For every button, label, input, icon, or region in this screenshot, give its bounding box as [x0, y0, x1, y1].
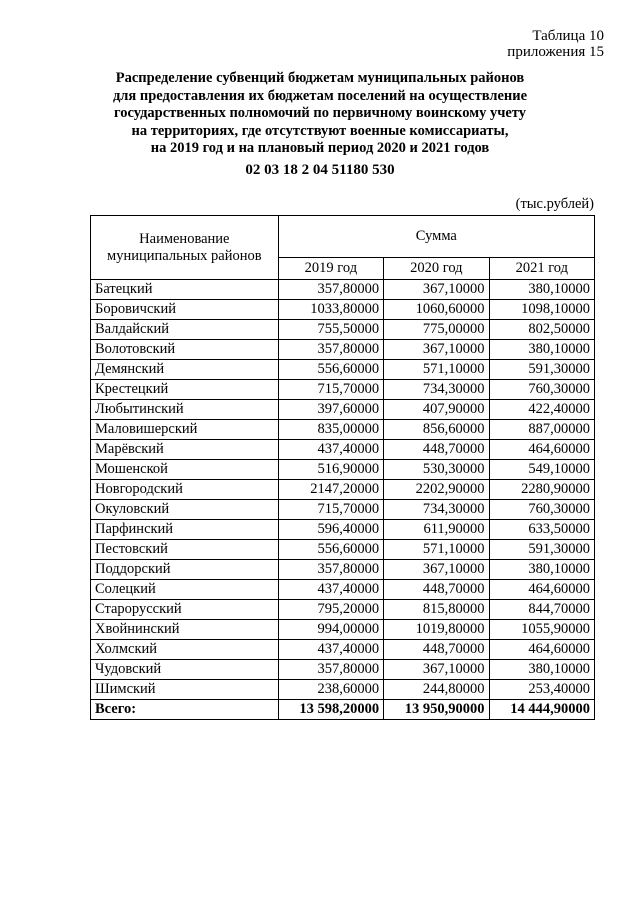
district-name-cell: Пестовский	[91, 540, 279, 560]
district-name-cell: Маловишерский	[91, 420, 279, 440]
district-name-cell: Батецкий	[91, 280, 279, 300]
table-row	[91, 300, 595, 320]
amount-cell: 357,80000	[278, 340, 383, 360]
district-name-cell: Солецкий	[91, 580, 279, 600]
amount-cell: 795,20000	[278, 600, 383, 620]
amount-cell: 448,70000	[384, 640, 489, 660]
table-body	[91, 280, 595, 720]
amount-cell: 994,00000	[278, 620, 383, 640]
amount-cell: 633,50000	[489, 520, 594, 540]
amount-cell: 571,10000	[384, 540, 489, 560]
amount-cell: 13 598,20000	[278, 700, 383, 720]
title-line: для предоставления их бюджетам поселений на осуществление	[112, 87, 528, 104]
document-title	[60, 70, 580, 158]
table-row	[91, 480, 595, 500]
amount-cell: 611,90000	[384, 520, 489, 540]
amount-cell: 571,10000	[384, 360, 489, 380]
table-row	[91, 420, 595, 440]
district-name-cell: Всего:	[91, 700, 279, 720]
amount-cell: 380,10000	[489, 660, 594, 680]
district-name-cell: Чудовский	[91, 660, 279, 680]
table-row	[91, 660, 595, 680]
title-line: Распределение субвенций бюджетам муниципальных районов	[115, 70, 525, 86]
table-row	[91, 380, 595, 400]
title-line: на территориях, где отсутствуют военные комиссариаты,	[131, 122, 509, 139]
district-name-cell: Старорусский	[91, 600, 279, 620]
column-header-year: 2019 год	[278, 258, 383, 280]
amount-cell: 591,30000	[489, 540, 594, 560]
column-header-year: 2021 год	[489, 258, 594, 280]
district-name-cell: Парфинский	[91, 520, 279, 540]
total-row	[91, 700, 595, 720]
district-name-cell: Демянский	[91, 360, 279, 380]
district-name-cell: Холмский	[91, 640, 279, 660]
column-header-sum: Сумма	[278, 216, 594, 258]
amount-cell: 437,40000	[278, 440, 383, 460]
amount-cell: 464,60000	[489, 580, 594, 600]
table-row	[91, 320, 595, 340]
amount-cell: 14 444,90000	[489, 700, 594, 720]
amount-cell: 530,30000	[384, 460, 489, 480]
table-row	[91, 340, 595, 360]
amount-cell: 367,10000	[384, 340, 489, 360]
table-row	[91, 620, 595, 640]
district-name-cell: Новгородский	[91, 480, 279, 500]
units-label: (тыс.рублей)	[515, 196, 594, 212]
table-row	[91, 680, 595, 700]
amount-cell: 367,10000	[384, 280, 489, 300]
amount-cell: 1019,80000	[384, 620, 489, 640]
amount-cell: 2202,90000	[384, 480, 489, 500]
amount-cell: 856,60000	[384, 420, 489, 440]
district-name-cell: Шимский	[91, 680, 279, 700]
amount-cell: 549,10000	[489, 460, 594, 480]
amount-cell: 591,30000	[489, 360, 594, 380]
table-row	[91, 600, 595, 620]
amount-cell: 367,10000	[384, 560, 489, 580]
amount-cell: 1033,80000	[278, 300, 383, 320]
amount-cell: 815,80000	[384, 600, 489, 620]
amount-cell: 357,80000	[278, 280, 383, 300]
title-line: государственных полномочий по первичному воинскому учету	[114, 105, 526, 121]
budget-code: 02 03 18 2 04 51180 530	[245, 162, 395, 178]
district-name-cell: Окуловский	[91, 500, 279, 520]
table-row	[91, 520, 595, 540]
district-name-cell: Боровичский	[91, 300, 279, 320]
district-name-cell: Крестецкий	[91, 380, 279, 400]
table-row	[91, 560, 595, 580]
amount-cell: 380,10000	[489, 280, 594, 300]
table-row	[91, 360, 595, 380]
amount-cell: 13 950,90000	[384, 700, 489, 720]
amount-cell: 253,40000	[489, 680, 594, 700]
amount-cell: 556,60000	[278, 360, 383, 380]
amount-cell: 734,30000	[384, 380, 489, 400]
amount-cell: 422,40000	[489, 400, 594, 420]
amount-cell: 2147,20000	[278, 480, 383, 500]
district-name-cell: Любытинский	[91, 400, 279, 420]
amount-cell: 556,60000	[278, 540, 383, 560]
table-row	[91, 500, 595, 520]
table-row	[91, 440, 595, 460]
subvention-table	[90, 215, 595, 720]
table-number: Таблица 10	[532, 28, 604, 44]
table-row	[91, 460, 595, 480]
amount-cell: 238,60000	[278, 680, 383, 700]
amount-cell: 844,70000	[489, 600, 594, 620]
amount-cell: 357,80000	[278, 660, 383, 680]
amount-cell: 448,70000	[384, 440, 489, 460]
amount-cell: 1098,10000	[489, 300, 594, 320]
amount-cell: 2280,90000	[489, 480, 594, 500]
amount-cell: 760,30000	[489, 500, 594, 520]
district-name-cell: Волотовский	[91, 340, 279, 360]
amount-cell: 437,40000	[278, 580, 383, 600]
amount-cell: 407,90000	[384, 400, 489, 420]
amount-cell: 380,10000	[489, 340, 594, 360]
amount-cell: 1055,90000	[489, 620, 594, 640]
column-header-name: Наименование муниципальных районов	[91, 216, 279, 280]
appendix-number: приложения 15	[507, 44, 604, 60]
amount-cell: 380,10000	[489, 560, 594, 580]
amount-cell: 775,00000	[384, 320, 489, 340]
table-row	[91, 580, 595, 600]
table-row	[91, 400, 595, 420]
amount-cell: 802,50000	[489, 320, 594, 340]
district-name-cell: Поддорский	[91, 560, 279, 580]
amount-cell: 357,80000	[278, 560, 383, 580]
column-header-year: 2020 год	[384, 258, 489, 280]
table-row	[91, 540, 595, 560]
amount-cell: 715,70000	[278, 380, 383, 400]
appendix-reference	[507, 28, 604, 60]
table-row	[91, 280, 595, 300]
amount-cell: 397,60000	[278, 400, 383, 420]
amount-cell: 244,80000	[384, 680, 489, 700]
amount-cell: 1060,60000	[384, 300, 489, 320]
amount-cell: 760,30000	[489, 380, 594, 400]
district-name-cell: Марёвский	[91, 440, 279, 460]
amount-cell: 448,70000	[384, 580, 489, 600]
district-name-cell: Мошенской	[91, 460, 279, 480]
amount-cell: 516,90000	[278, 460, 383, 480]
district-name-cell: Валдайский	[91, 320, 279, 340]
amount-cell: 755,50000	[278, 320, 383, 340]
amount-cell: 835,00000	[278, 420, 383, 440]
table-row	[91, 640, 595, 660]
amount-cell: 596,40000	[278, 520, 383, 540]
amount-cell: 715,70000	[278, 500, 383, 520]
district-name-cell: Хвойнинский	[91, 620, 279, 640]
title-line: на 2019 год и на плановый период 2020 и 2021 годов	[150, 140, 490, 156]
amount-cell: 887,00000	[489, 420, 594, 440]
amount-cell: 734,30000	[384, 500, 489, 520]
amount-cell: 437,40000	[278, 640, 383, 660]
amount-cell: 464,60000	[489, 440, 594, 460]
amount-cell: 464,60000	[489, 640, 594, 660]
amount-cell: 367,10000	[384, 660, 489, 680]
